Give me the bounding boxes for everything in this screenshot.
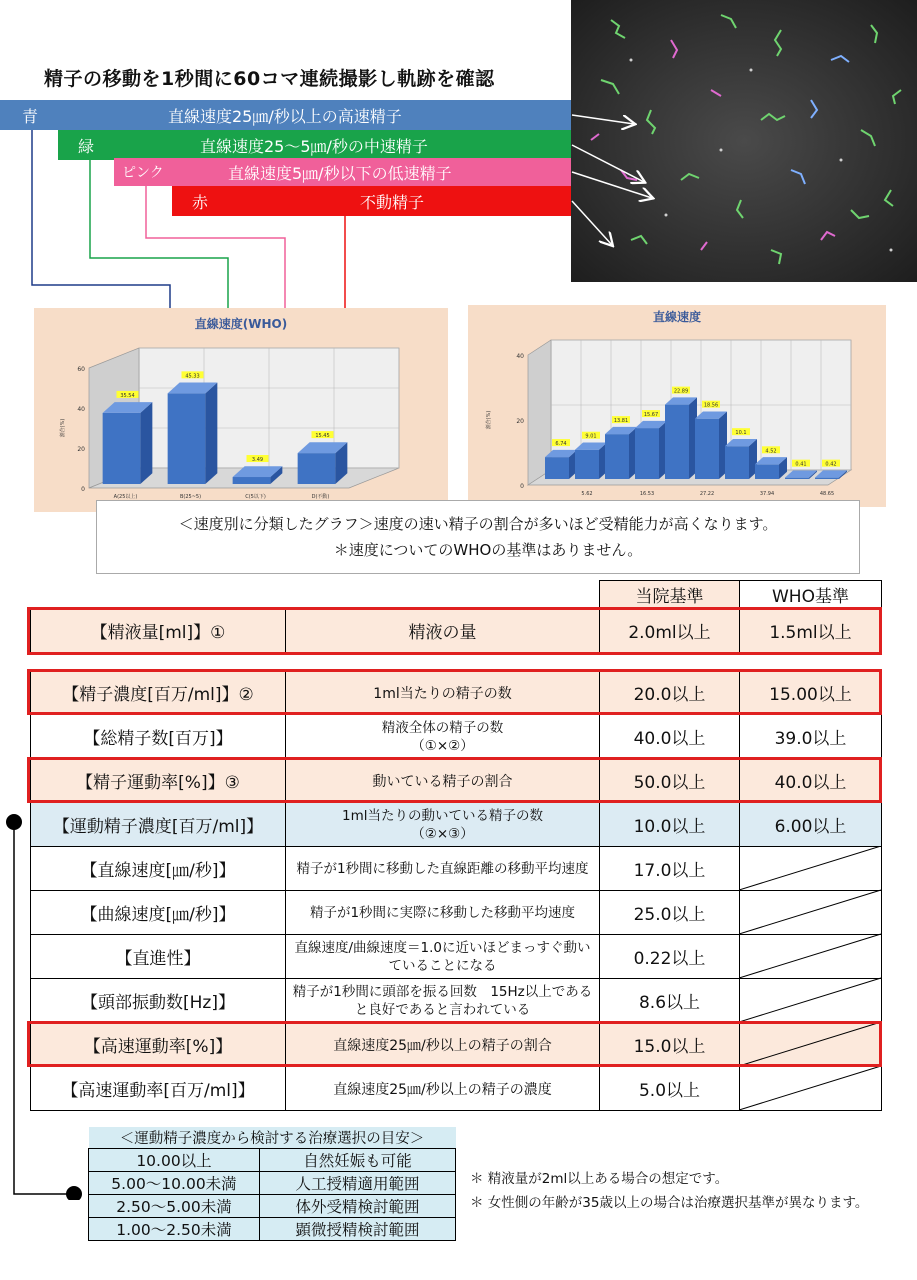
data-label: 10.1 <box>735 430 747 437</box>
guide-row <box>89 1218 456 1241</box>
header-clinic: 当院基準 <box>600 581 740 609</box>
row-clinic: 8.6以上 <box>600 979 740 1023</box>
row-name: 【曲線速度[㎛/秒]】 <box>31 891 286 935</box>
legend-tag: 赤 <box>192 192 209 212</box>
bar-front <box>635 428 659 479</box>
chart-caption <box>96 500 860 574</box>
bar-chart-who <box>34 308 448 512</box>
row-who: 15.00以上 <box>740 671 882 715</box>
y-tick-label: 0 <box>81 486 85 493</box>
row-name: 【運動精子濃度[百万/ml]】 <box>31 803 286 847</box>
legend-tag: 緑 <box>78 136 95 156</box>
y-tick-label: 40 <box>77 406 85 413</box>
x-tick-label: 37.94 <box>759 491 775 497</box>
bar-front <box>233 477 271 484</box>
bar-front <box>665 405 689 479</box>
bar <box>665 397 697 479</box>
caption-line-2: ＊速度についてのWHOの基準はありません。 <box>333 541 643 559</box>
x-tick-label: 48.65 <box>819 491 835 497</box>
y-tick-label: 0 <box>520 483 524 490</box>
row-name: 【頭部振動数[Hz]】 <box>31 979 286 1023</box>
bar <box>725 439 757 479</box>
row-desc: 1ml当たりの動いている精子の数 （②×③） <box>286 803 600 847</box>
bar-front <box>605 434 629 479</box>
guide-range: 5.00～10.00未満 <box>89 1172 260 1195</box>
row-clinic: 20.0以上 <box>600 671 740 715</box>
row-name: 【直進性】 <box>31 935 286 979</box>
x-tick-label: A(25以上) <box>113 494 138 500</box>
row-desc: 精子が1秒間に実際に移動した移動平均速度 <box>286 891 600 935</box>
bar <box>755 457 787 479</box>
highlight-box <box>27 669 882 715</box>
bar-front <box>815 478 839 479</box>
bar <box>635 421 667 479</box>
bar <box>575 443 607 479</box>
data-label: 45.33 <box>185 373 200 380</box>
bar <box>168 383 218 484</box>
treatment-guide-table <box>88 1127 456 1241</box>
data-label: 13.81 <box>613 418 629 425</box>
y-axis-label: 割合(%) <box>60 418 66 438</box>
data-label: 15.67 <box>643 412 659 419</box>
guide-range: 2.50～5.00未満 <box>89 1195 260 1218</box>
row-clinic: 17.0以上 <box>600 847 740 891</box>
bar <box>605 427 637 479</box>
x-tick-label: B(25~5) <box>179 494 202 500</box>
note-1: ＊ 精液量が2ml以上ある場合の想定です。 <box>470 1171 729 1187</box>
highlight-box <box>27 1021 882 1067</box>
guide-row <box>89 1172 456 1195</box>
y-tick-label: 60 <box>77 366 85 373</box>
guide-range: 1.00～2.50未満 <box>89 1218 260 1241</box>
y-tick-label: 20 <box>77 446 85 453</box>
data-label: 0.41 <box>795 461 807 468</box>
row-name: 【高速運動率[百万/ml]】 <box>31 1067 286 1111</box>
legend-text: 不動精子 <box>360 192 425 212</box>
bar-front <box>545 457 569 479</box>
data-label: 15.45 <box>315 433 330 440</box>
row-who: 1.5ml以上 <box>740 609 882 653</box>
guide-treatment: 顕微授精検討範囲 <box>260 1218 456 1241</box>
y-tick-label: 40 <box>516 353 524 360</box>
row-desc: 精液の量 <box>286 609 600 653</box>
legend-tag: 青 <box>22 106 39 126</box>
bar-front <box>298 453 336 484</box>
guide-title: ＜運動精子濃度から検討する治療選択の目安＞ <box>89 1127 456 1149</box>
x-tick-label: 27.22 <box>699 491 715 497</box>
bar <box>545 450 577 479</box>
data-label: 9.01 <box>585 433 597 440</box>
bar <box>298 442 348 484</box>
bar-front <box>695 419 719 479</box>
guide-treatment: 人工授精適用範囲 <box>260 1172 456 1195</box>
y-tick-label: 20 <box>516 418 524 425</box>
row-name: 【精子濃度[百万/ml]】② <box>31 671 286 715</box>
row-desc: 精子が1秒間に頭部を振る回数 15Hz以上であると良好であると言われている <box>286 979 600 1023</box>
data-label: 6.74 <box>555 441 567 448</box>
row-name: 【高速運動率[%]】 <box>31 1023 286 1067</box>
highlight-box <box>27 607 882 655</box>
row-who: 39.0以上 <box>740 715 882 759</box>
row-clinic: 10.0以上 <box>600 803 740 847</box>
data-label: 22.89 <box>673 388 689 395</box>
row-clinic: 0.22以上 <box>600 935 740 979</box>
table-row <box>31 803 882 847</box>
row-who: 40.0以上 <box>740 759 882 803</box>
data-label: 0.42 <box>825 461 837 468</box>
guide-treatment: 自然妊娠も可能 <box>260 1149 456 1172</box>
legend-text: 直線速度25～5㎛/秒の中速精子 <box>200 136 428 156</box>
bar-chart-velocity <box>468 305 886 507</box>
row-clinic: 25.0以上 <box>600 891 740 935</box>
note-2: ＊ 女性側の年齢が35歳以上の場合は治療選択基準が異なります。 <box>470 1195 869 1211</box>
chart-title: 直線速度 <box>652 310 702 324</box>
page-title: 精子の移動を1秒間に60コマ連続撮影し軌跡を確認 <box>44 68 495 90</box>
row-who: 6.00以上 <box>740 803 882 847</box>
data-label: 3.49 <box>251 457 264 464</box>
row-desc: 動いている精子の割合 <box>286 759 600 803</box>
bar-side <box>205 383 217 484</box>
row-clinic: 50.0以上 <box>600 759 740 803</box>
header-who: WHO基準 <box>740 581 882 609</box>
bar-side <box>140 402 152 484</box>
bar-front <box>725 446 749 479</box>
row-desc: 直線速度25㎛/秒以上の精子の割合 <box>286 1023 600 1067</box>
bar <box>103 402 153 484</box>
bar-front <box>103 413 141 484</box>
y-axis-label: 割合(%) <box>486 410 492 430</box>
row-desc: 1ml当たりの精子の数 <box>286 671 600 715</box>
x-tick-label: D(不動) <box>311 494 330 500</box>
guide-row <box>89 1195 456 1218</box>
bracket-connector <box>0 810 90 1200</box>
data-label: 18.56 <box>703 402 719 409</box>
guide-row <box>89 1149 456 1172</box>
row-clinic: 2.0ml以上 <box>600 609 740 653</box>
row-clinic: 40.0以上 <box>600 715 740 759</box>
row-name: 【総精子数[百万]】 <box>31 715 286 759</box>
bar-front <box>168 393 206 484</box>
data-label: 35.54 <box>120 392 135 399</box>
table-row <box>31 715 882 759</box>
caption-line-1: ＜速度別に分類したグラフ＞速度の速い精子の割合が多いほど受精能力が高くなります。 <box>178 515 778 533</box>
legend-text: 直線速度5㎛/秒以下の低速精子 <box>228 163 452 183</box>
x-tick-label: 16.53 <box>639 491 655 497</box>
bar-front <box>575 450 599 479</box>
bar-front <box>785 478 809 479</box>
guide-treatment: 体外受精検討範囲 <box>260 1195 456 1218</box>
data-label: 4.52 <box>765 448 777 455</box>
bar-front <box>755 464 779 479</box>
row-name: 【精液量[ml]】① <box>31 609 286 653</box>
legend-tag: ピンク <box>122 165 164 181</box>
row-desc: 精子が1秒間に移動した直線距離の移動平均速度 <box>286 847 600 891</box>
chart-title: 直線速度(WHO) <box>194 317 288 331</box>
row-desc: 直線速度25㎛/秒以上の精子の濃度 <box>286 1067 600 1111</box>
row-name: 【直線速度[㎛/秒]】 <box>31 847 286 891</box>
row-desc: 直線速度/曲線速度＝1.0に近いほどまっすぐ動いていることになる <box>286 935 600 979</box>
highlight-box <box>27 757 882 803</box>
row-name: 【精子運動率[%]】③ <box>31 759 286 803</box>
x-tick-label: 5.62 <box>581 491 593 497</box>
x-tick-label: C(5以下) <box>245 494 266 500</box>
empty-cell-diagonals <box>739 846 883 1112</box>
row-desc: 精液全体の精子の数 （①×②） <box>286 715 600 759</box>
guide-range: 10.00以上 <box>89 1149 260 1172</box>
row-clinic: 15.0以上 <box>600 1023 740 1067</box>
bar <box>695 411 727 479</box>
row-clinic: 5.0以上 <box>600 1067 740 1111</box>
legend-text: 直線速度25㎛/秒以上の高速精子 <box>168 106 402 126</box>
